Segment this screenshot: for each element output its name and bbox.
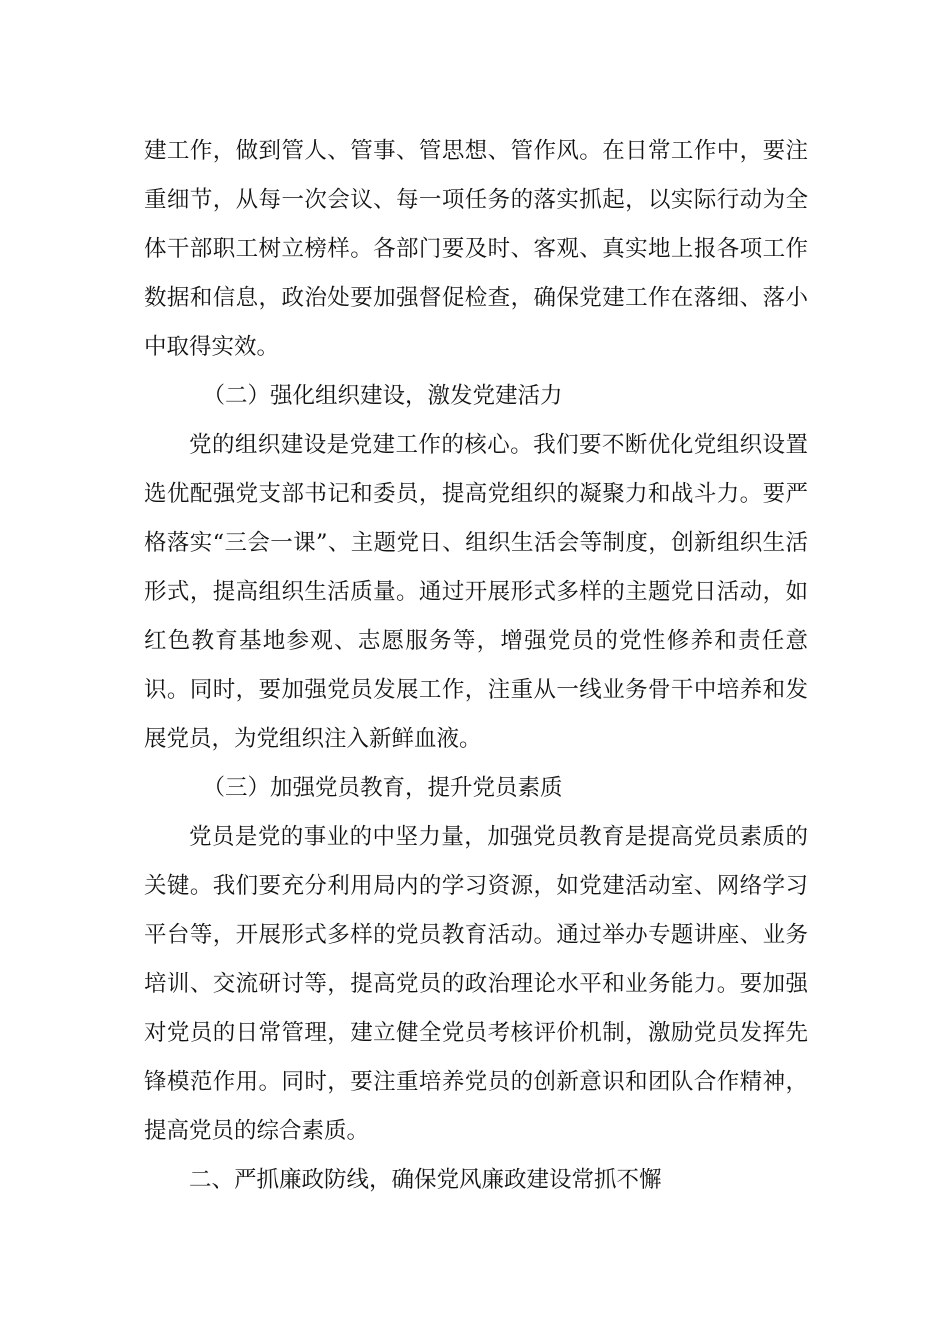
paragraph-member-education: 党员是党的事业的中坚力量，加强党员教育是提高党员素质的关键。我们要充分利用局内的学习资源，如党建活动室、网络学习平台等，开展形式多样的党员教育活动。通过举办专题讲座、业务培训、交流研讨等，提高党员的政治理论水平和业务能力。要加强对党员的日常管理，建立健全党员考核评价机制，激励党员发挥先锋模范作用。同时，要注重培养党员的创新意识和团队合作精神，提高党员的综合素质。 — [144, 824, 808, 1144]
subheading-member-education: （三）加强党员教育，提升党员素质 — [202, 775, 563, 801]
section-heading-integrity: 二、严抓廉政防线，确保党风廉政建设常抓不懈 — [189, 1167, 662, 1193]
paragraph-continued: 建工作，做到管人、管事、管思想、管作风。在日常工作中，要注重细节，从每一次会议、每一项任务的落实抓起，以实际行动为全体干部职工树立榜样。各部门要及时、客观、真实地上报各项工作数据和信息，政治处要加强督促检查，确保党建工作在落细、落小中取得实效。 — [144, 138, 808, 360]
subheading-organization-building: （二）强化组织建设，激发党建活力 — [202, 383, 563, 409]
paragraph-organization-building: 党的组织建设是党建工作的核心。我们要不断优化党组织设置选优配强党支部书记和委员，提高党组织的凝聚力和战斗力。要严格落实“三会一课”、主题党日、组织生活会等制度，创新组织生活形式，提高组织生活质量。通过开展形式多样的主题党日活动，如红色教育基地参观、志愿服务等，增强党员的党性修养和责任意识。同时，要加强党员发展工作，注重从一线业务骨干中培养和发展党员，为党组织注入新鲜血液。 — [144, 432, 808, 752]
document-body — [144, 127, 808, 1205]
